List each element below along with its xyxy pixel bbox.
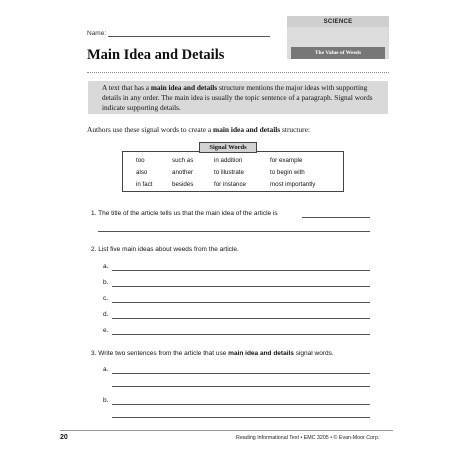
signal-word: for example [270, 157, 303, 164]
signal-words-heading: Signal Words [199, 142, 257, 153]
question-1: 1. The title of the article tells us that the main idea of the article is [91, 210, 278, 217]
callout-text-1: A text that has a [102, 83, 151, 92]
answer-line[interactable] [112, 286, 370, 287]
signal-word: also [136, 169, 148, 176]
question-3-text-2: signal words. [293, 350, 334, 357]
answer-line[interactable] [112, 334, 370, 335]
answer-line[interactable] [112, 386, 370, 387]
answer-letter: b. [103, 279, 109, 286]
answer-line[interactable] [302, 217, 370, 218]
answer-line[interactable] [112, 373, 370, 374]
answer-line[interactable] [98, 231, 370, 232]
answer-line[interactable] [112, 302, 370, 303]
answer-letter: d. [103, 311, 109, 318]
question-2: 2. List five main ideas about weeds from the article. [91, 246, 239, 253]
question-3-text-1: 3. Write two sentences from the article that use [91, 350, 229, 357]
dotted-divider [87, 72, 389, 73]
question-3-bold: main idea and details [228, 350, 294, 357]
answer-letter: b. [103, 397, 109, 404]
subject-label: SCIENCE [323, 19, 353, 25]
subject-tab [287, 16, 389, 59]
answer-letter: a. [103, 263, 109, 270]
signal-word: most importantly [270, 181, 316, 188]
intro-text-2: structure: [280, 125, 310, 134]
signal-word: another [172, 169, 193, 176]
topic-band [291, 47, 385, 59]
answer-line[interactable] [112, 404, 370, 405]
answer-line[interactable] [112, 318, 370, 319]
callout-bold: main idea and details [150, 83, 218, 92]
definition-callout [88, 81, 388, 114]
footer-credit: Reading Informational Text • EMC 3205 • © Evan-Moor Corp. [236, 435, 380, 441]
signal-word: in addition [214, 157, 243, 164]
name-label: Name: [87, 30, 107, 37]
footer-rule [60, 430, 393, 431]
topic-label: The Value of Weeds [314, 49, 362, 56]
answer-line[interactable] [112, 270, 370, 271]
question-3 [91, 350, 334, 357]
answer-letter: e. [103, 327, 109, 334]
signal-word: too [136, 157, 145, 164]
page-number: 20 [60, 434, 68, 441]
signal-word: such as [172, 157, 194, 164]
answer-letter: a. [103, 366, 109, 373]
intro-bold: main idea and details [213, 125, 281, 134]
name-line[interactable] [108, 36, 270, 37]
intro-text-1: Authors use these signal words to create a [87, 125, 214, 134]
answer-letter: c. [103, 295, 109, 302]
signal-word: in fact [136, 181, 153, 188]
page-title: Main Idea and Details [87, 47, 225, 63]
signal-word: to illustrate [214, 169, 244, 176]
signal-word: to begin with [270, 169, 305, 176]
callout-text-2: structure mentions the major ideas with supporting details in any order. The main idea is usually the topic sentence of a paragraph. Signal words indicate supporting details. [102, 83, 373, 113]
answer-line[interactable] [112, 417, 370, 418]
signal-word: besides [172, 181, 194, 188]
signal-word: for instance [214, 181, 246, 188]
intro-sentence [87, 125, 310, 134]
